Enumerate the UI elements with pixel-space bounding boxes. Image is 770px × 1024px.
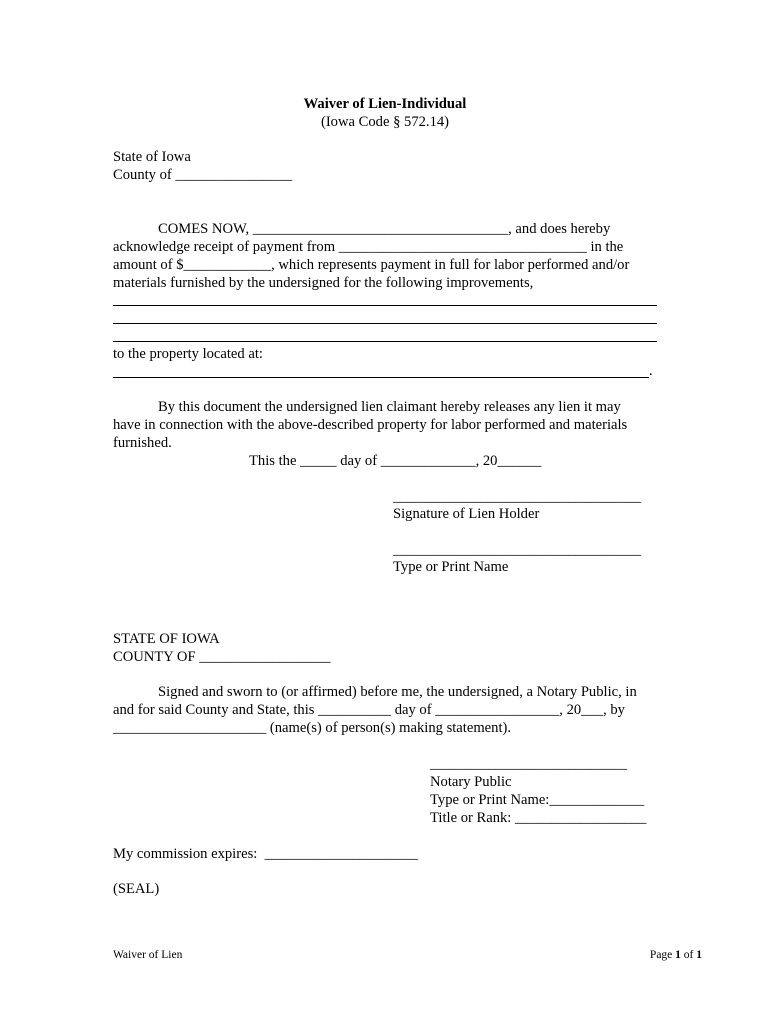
- sworn-line-3: _____________________ (name(s) of person(s) making statement).: [113, 720, 512, 736]
- lien-holder-signature-label: Signature of Lien Holder: [393, 506, 540, 522]
- notary-county: COUNTY OF __________________: [113, 649, 331, 665]
- notary-state: STATE OF IOWA: [113, 631, 220, 647]
- venue-state: State of Iowa: [113, 149, 191, 165]
- venue-county: County of ________________: [113, 167, 293, 183]
- footer-page-prefix: Page: [649, 949, 676, 961]
- footer-page-current: 1: [675, 949, 681, 961]
- property-blank-line: [113, 377, 649, 378]
- seal-label: (SEAL): [113, 881, 160, 897]
- footer-document-name: Waiver of Lien: [113, 949, 183, 961]
- notary-public-label: Notary Public: [430, 774, 512, 790]
- commission-expires: My commission expires: _____________________: [113, 846, 418, 862]
- property-label: to the property located at:: [113, 346, 263, 362]
- para2-line-1: By this document the undersigned lien claimant hereby releases any lien it may: [158, 399, 621, 415]
- para1-line-4: materials furnished by the undersigned for the following improvements,: [113, 275, 534, 291]
- sworn-line-2: and for said County and State, this __________ day of _________________, 20___, by: [113, 702, 625, 718]
- improvements-blank-line-2: [113, 323, 657, 324]
- improvements-blank-line-1: [113, 305, 657, 306]
- footer-page-total: 1: [696, 949, 702, 961]
- para1-line-1: COMES NOW, ___________________________________, and does hereby: [158, 221, 611, 237]
- lien-holder-signature-line: __________________________________: [393, 489, 642, 505]
- print-name-line: __________________________________: [393, 542, 642, 558]
- para1-line-3: amount of $____________, which represents payment in full for labor performed and/or: [113, 257, 630, 273]
- date-line: This the _____ day of _____________, 20______: [249, 453, 542, 469]
- sworn-line-1: Signed and sworn to (or affirmed) before me, the undersigned, a Notary Public, in: [158, 684, 637, 700]
- document-subtitle: (Iowa Code § 572.14): [320, 114, 450, 130]
- footer-page-number: [650, 949, 702, 961]
- document-title: Waiver of Lien-Individual: [303, 96, 467, 112]
- para1-line-2: acknowledge receipt of payment from __________________________________ in the: [113, 239, 624, 255]
- notary-signature-line: ___________________________: [430, 756, 628, 772]
- notary-title-rank: Title or Rank: __________________: [430, 810, 647, 826]
- notary-print-name: Type or Print Name:_____________: [430, 792, 645, 808]
- print-name-label: Type or Print Name: [393, 559, 509, 575]
- footer-page-of: of: [680, 949, 697, 961]
- improvements-blank-line-3: [113, 341, 657, 342]
- para2-line-3: furnished.: [113, 435, 172, 451]
- property-period: .: [649, 363, 653, 379]
- para2-line-2: have in connection with the above-described property for labor performed and materials: [113, 417, 628, 433]
